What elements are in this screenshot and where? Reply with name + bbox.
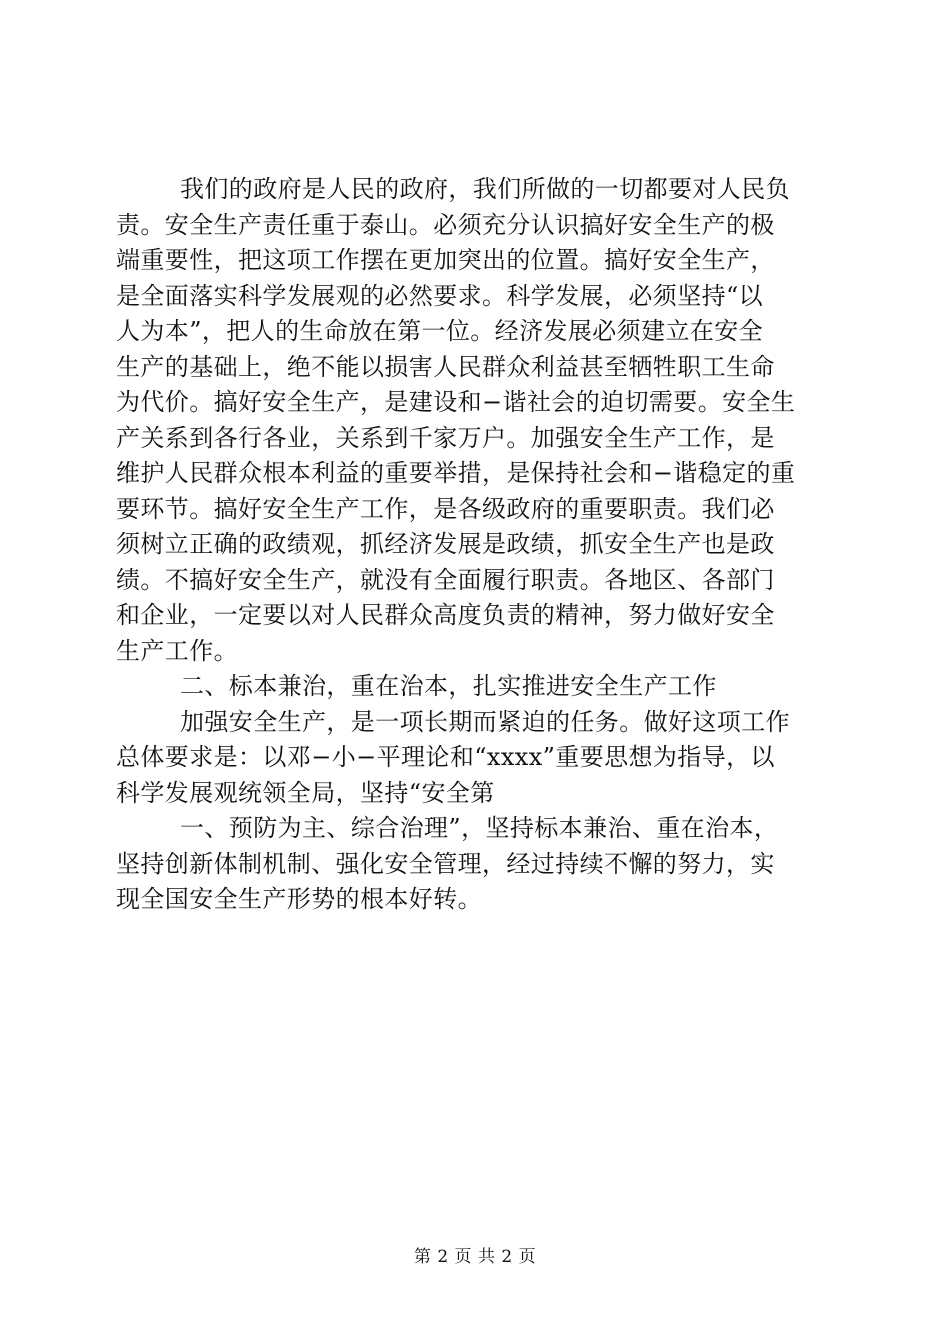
document-body [116, 172, 836, 918]
paragraph-line: 是全面落实科学发展观的必然要求。科学发展，必须坚持“以 [116, 281, 764, 310]
paragraph-line: 科学发展观统领全局，坚持“安全第 [116, 778, 495, 807]
paragraph-line: 人为本”，把人的生命放在第一位。经济发展必须建立在安全 [116, 317, 764, 345]
paragraph-line: 我们的政府是人民的政府，我们所做的一切都要对人民负 [180, 175, 790, 203]
paragraph-line: 生产的基础上，绝不能以损害人民群众利益甚至牺牲职工生命 [116, 352, 775, 381]
paragraph-line: 产关系到各行各业，关系到千家万户。加强安全生产工作，是 [116, 423, 775, 452]
paragraph-line: 和企业，一定要以对人民群众高度负责的精神，努力做好安全 [116, 601, 775, 629]
paragraph-line: 端重要性，把这项工作摆在更加突出的位置。搞好安全生产， [116, 246, 775, 274]
paragraph-line: 为代价。搞好安全生产，是建设和−谐社会的迫切需要。安全生 [116, 388, 796, 416]
paragraph-line: 要环节。搞好安全生产工作，是各级政府的重要职责。我们必 [116, 494, 775, 523]
section-heading: 二、标本兼治，重在治本，扎实推进安全生产工作 [180, 672, 717, 700]
paragraph-line: 加强安全生产，是一项长期而紧迫的任务。做好这项工作 [180, 707, 790, 736]
paragraph-line: 一、预防为主、综合治理”，坚持标本兼治、重在治本， [180, 814, 779, 842]
page-number-footer: 第 2 页 共 2 页 [413, 1247, 537, 1267]
paragraph-line: 责。安全生产责任重于泰山。必须充分认识搞好安全生产的极 [116, 210, 775, 239]
paragraph-line: 须树立正确的政绩观，抓经济发展是政绩，抓安全生产也是政 [116, 530, 775, 558]
paragraph-line: 总体要求是：以邓−小−平理论和“xxxx”重要思想为指导，以 [116, 743, 775, 771]
paragraph-line: 维护人民群众根本利益的重要举措，是保持社会和−谐稳定的重 [116, 459, 796, 487]
paragraph-line: 生产工作。 [116, 636, 238, 665]
paragraph-line: 现全国安全生产形势的根本好转。 [116, 885, 482, 913]
paragraph-line: 绩。不搞好安全生产，就没有全面履行职责。各地区、各部门 [116, 565, 775, 594]
paragraph-line: 坚持创新体制机制、强化安全管理，经过持续不懈的努力，实 [116, 849, 775, 878]
